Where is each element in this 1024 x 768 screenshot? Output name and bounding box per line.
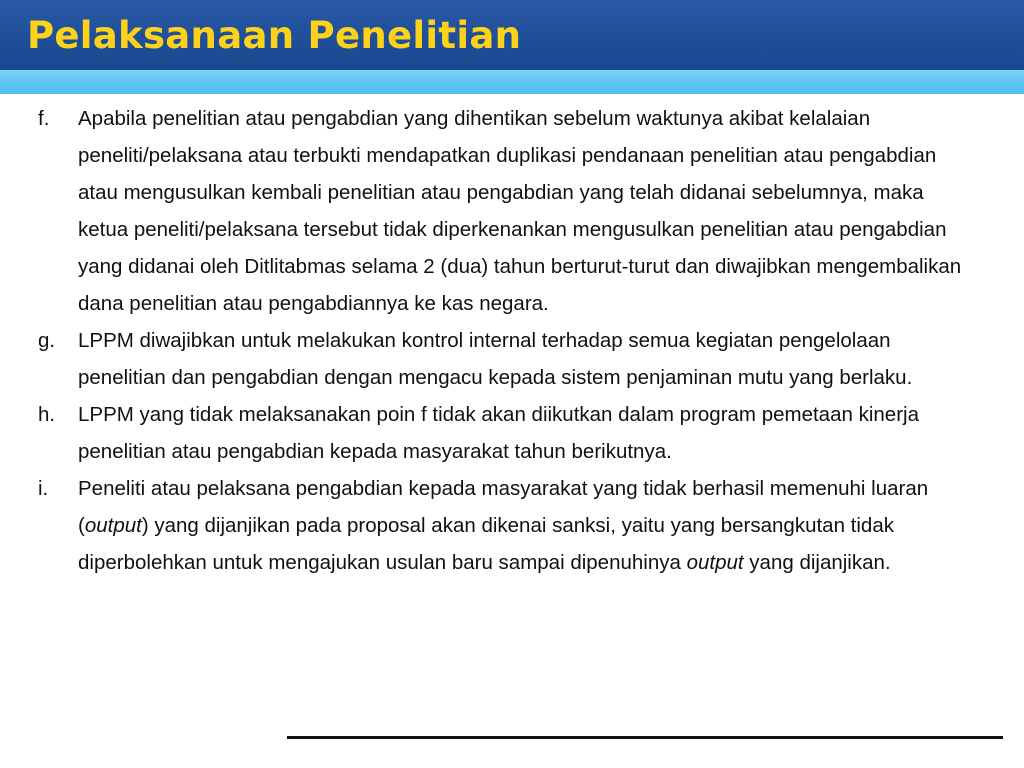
slide-title: Pelaksanaan Penelitian <box>27 14 522 57</box>
list-item-text <box>78 477 928 574</box>
text-segment: Apabila penelitian atau pengabdian yang dihentikan sebelum waktunya akibat kelalaian peneliti/pelaksana atau terbukti mendapatkan duplikasi pendanaan penelitian atau pengabdian atau mengusulkan kembali penelitian atau pengabdian yang telah didanai sebelumnya, maka ketua peneliti/pelaksana tersebut tidak diperkenankan mengusulkan penelitian atau pengabdian yang didanai oleh Ditlitabmas selama 2 (dua) tahun berturut-turut dan diwajibkan mengembalikan dana penelitian atau pengabdiannya ke kas negara. <box>78 107 962 315</box>
text-segment-italic: output <box>84 514 142 537</box>
list-marker: h. <box>38 403 56 426</box>
content-list <box>38 100 968 581</box>
list-item-text <box>78 403 919 463</box>
text-segment: Peneliti atau pelaksana pengabdian kepada masyarakat yang tidak berhasil memenuhi luaran ( <box>78 477 929 537</box>
text-segment: yang dijanjikan. <box>743 551 891 574</box>
list-marker: i. <box>38 477 49 500</box>
footer-divider <box>287 736 1003 739</box>
text-segment: LPPM diwajibkan untuk melakukan kontrol internal terhadap semua kegiatan pengelolaan penelitian dan pengabdian dengan mengacu kepada sistem penjaminan mutu yang berlaku. <box>78 329 913 389</box>
text-segment-italic: output <box>686 551 744 574</box>
list-item-text <box>78 329 912 389</box>
text-segment: LPPM yang tidak melaksanakan poin f tidak akan diikutkan dalam program pemetaan kinerja penelitian atau pengabdian kepada masyarakat tahun berikutnya. <box>78 403 919 463</box>
list-item-g <box>38 322 968 396</box>
list-item-text <box>78 107 961 315</box>
list-item-f <box>38 100 968 322</box>
list-marker: f. <box>38 107 50 130</box>
list-item-i <box>38 470 968 581</box>
title-bar <box>0 0 1024 70</box>
list-item-h <box>38 396 968 470</box>
text-segment: ) yang dijanjikan pada proposal akan dikenai sanksi, yaitu yang bersangkutan tidak diperbolehkan untuk mengajukan usulan baru sampai dipenuhinya <box>78 514 894 574</box>
list-marker: g. <box>38 329 56 352</box>
header-accent-stripe <box>0 70 1024 94</box>
